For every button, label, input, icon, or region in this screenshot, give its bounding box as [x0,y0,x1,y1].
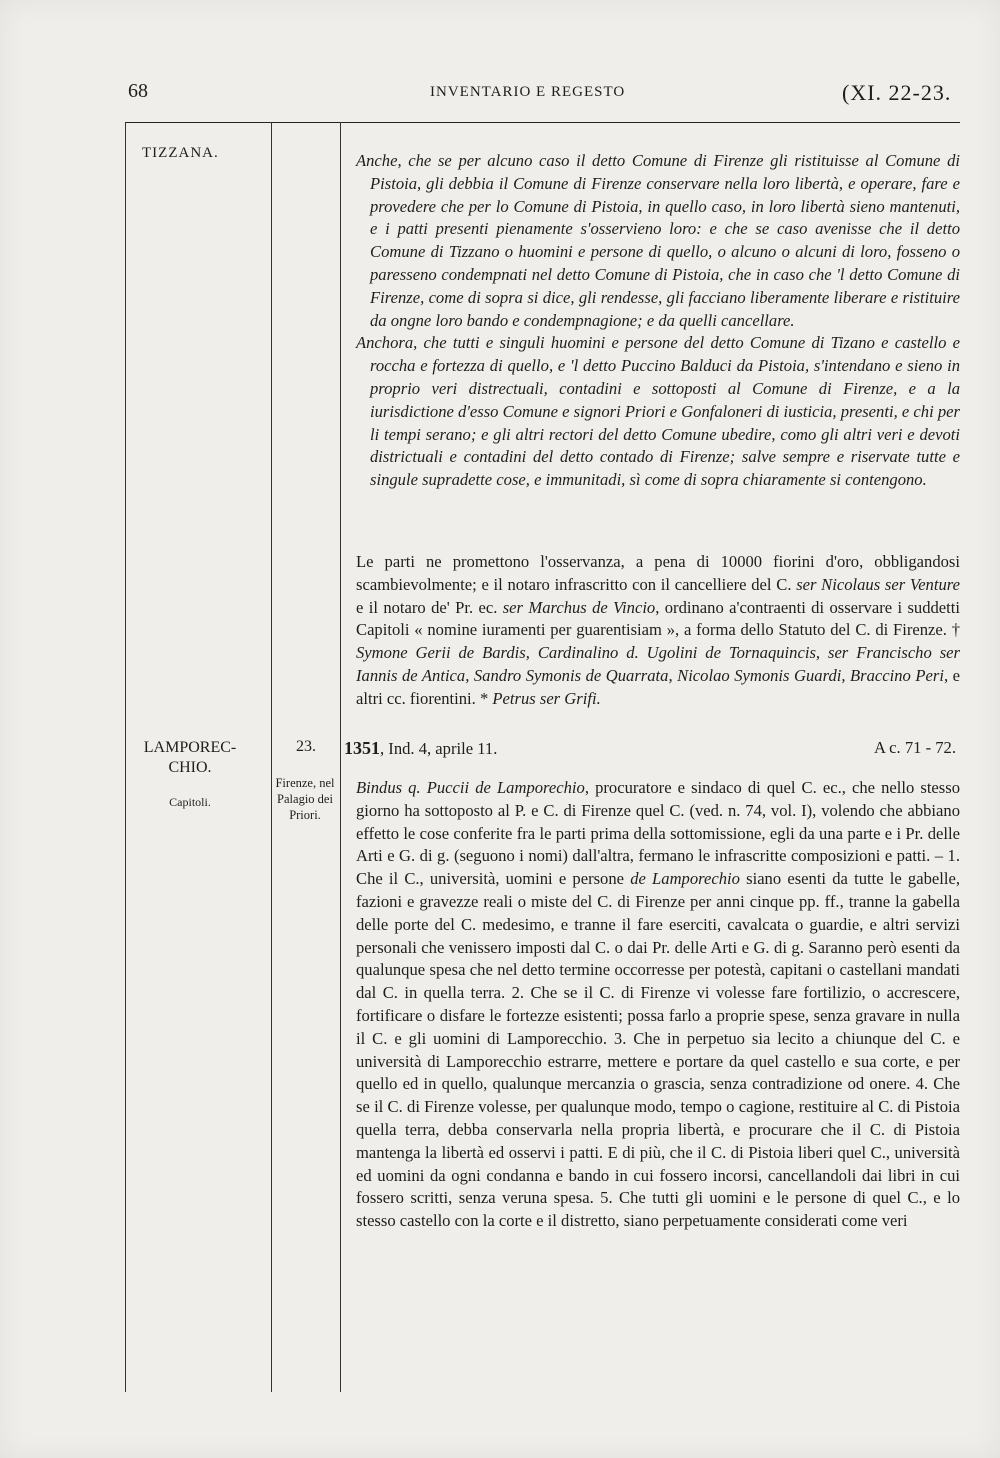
entry-heading [344,738,960,762]
document-location: Firenze, nel Palagio dei Priori. [275,776,335,822]
italic-run: ser Nicolaus ser Venture [796,574,960,594]
entry-year: 1351 [344,738,380,758]
running-header [0,74,1000,108]
place-name-tizzana: TIZZANA. [142,145,219,161]
column-rule-place [271,122,272,1392]
header-rule [125,122,960,123]
folio-reference: A c. 71 - 72. [873,738,956,757]
text-run: , e altri cc. fiorentini. * [356,665,960,708]
closing-paragraph [356,551,960,711]
italic-paragraph: Anchora, che tutti e singuli huomini e persone del detto Comune di Tizano e castello e roccha e fortezza di quello, e 'l detto Puccino Balduci da Pistoia, s'intendano e sieno in proprio veri distrectuali, contadini e sottoposti al Comune di Firenze, e a la iurisdictione d'esso Comune e signori Priori e Gonfaloneri di iusticia, presenti, e chi per li tempi serano; e gli altri rectori del detto Comune ubedire, como gli altri veri e devoti districtuali e contadini del detto contado di Firenze; salve sempre e riservate tutte e singule supradette cose, e immunitadi, sì come di sopra chiaramente si contengono. [356,333,960,490]
italic-run: de Lamporechio [630,869,740,889]
text-run: e il notaro de' Pr. ec. [356,597,503,617]
page-title: INVENTARIO E REGESTO [430,84,626,100]
text-run: , ordinano a'contraenti di osservare i suddetti Capitoli « nomine iuramenti per guarentisiam », a forma dello Statuto del C. di Firenze. † [356,597,960,640]
column-rule-number [340,122,341,1392]
entry-body [356,777,960,1233]
text-run: Le parti ne promettono l'osservanza, a pena di 10000 fiorini d'oro, obbligandosi scambievolmente; e il notaro infrascritto con il cancelliere del C. [356,552,960,594]
page-number: 68 [128,80,148,102]
italic-paragraph: Anche, che se per alcuno caso il detto Comune di Firenze gli ristituisse al Comune di Pistoia, gli debbia il Comune di Firenze conservare nella loro libertà, e operare, fare e provedere che per lo Comune di Pistoia, in quello caso, in loro libertà sieno mantenuti, e i patti presenti pienamente s'osservieno loro: e che se caso avenisse che il detto Comune di Tizzano o huomini e persone di quello, o alcuno o alcuni di loro, fosseno o paresseno condempnati nel detto Comune di Pistoia, che in caso che 'l detto Comune di Firenze, come di sopra si dice, gli rendesse, gli facciano liberamente liberare e ristituire da ongne loro bando e condempnagione; e da quelli cancellare. [356,151,960,330]
italic-run: ser Marchus de Vincio [502,597,656,617]
body-text [356,777,960,1233]
document-type: Capitoli. [169,795,211,809]
entry-date: , Ind. 4, aprile 11. [380,739,498,758]
place-name-lamporecchio: LAMPOREC-CHIO. [143,739,237,776]
text-run: siano esenti da tutte le gabelle, fazioni e gravezze reali o miste del C. di Firenze per anni cinque pp. ff., tranne la gabella delle porte del C. medesimo, e tranne il fare eserciti, cavalcata o guardie, e altri servizi personali che venissero imposti dal C. o dai Pr. delle Arti e G. di g. Saranno però esenti da qualunque spesa che nel detto termine occorresse per potestà, capitani o castellani mandati dal C. in quella terra. 2. Che se il C. di Firenze vi volesse fare fortilizio, o accrescere, fortificare o disfare le fortezze esistenti; possa farlo a proprie spese, senza gravare in nulla il C. e gli uomini di Lamporecchio. 3. Che in perpetuo sia lecito a chiunque del C. e università di Lamporecchio estrarre, mettere e portare da quel castello e sua corte, e per quello ed in quello, qualunque mercanzia o grascia, senza contradizione od onere. 4. Che se il C. di Firenze volesse, per qualunque modo, tempo o cagione, restituire al C. di Pistoia quella terra, debba conservarla nella propria libertà, e procurare che il C. di Pistoia mantenga la libertà ed osservi i patti. E di più, che il C. di Pistoia liberi quel C., università ed uomini da ogni condanna e bando in cui fossero incorsi, cancellandoli dai libri in cui fossero scritti, senza veruna spesa. 5. Che tutti gli uomini e le persone di quel C., e lo stesso castello con la corte e il distretto, siano perpetuamente considerati come veri [356,869,960,1231]
italic-text-block [356,150,960,492]
text-run: , procuratore e sindaco di quel C. ec., che nello stesso giorno ha sottoposto al P. e C. di Firenze quel C. (ved. n. 74, vol. I), volendo che abbiano effetto le cose conferite fra le parti prima della sottomissione, egli da una parte e i Pr. delle Arti e G. di g. (seguono i nomi) dall'altra, fermano le infrascritte composizioni e patti. – 1. Che il C., università, uomini e persone [356,778,961,889]
italic-run: Symone Gerii de Bardis, Cardinalino d. Ugolini de Tornaquincis, ser Francischo ser Iannis de Antica, Sandro Symonis de Quarrata, Nicolao Symonis Guardi, Braccino Peri [356,643,960,685]
italic-run: Bindus q. Puccii de Lamporechio [356,778,585,797]
document-number: 23. [296,738,316,755]
italic-run: Petrus ser Grifi. [492,688,601,708]
closing-text [356,551,960,711]
section-reference: (XI. 22-23. [842,80,952,105]
